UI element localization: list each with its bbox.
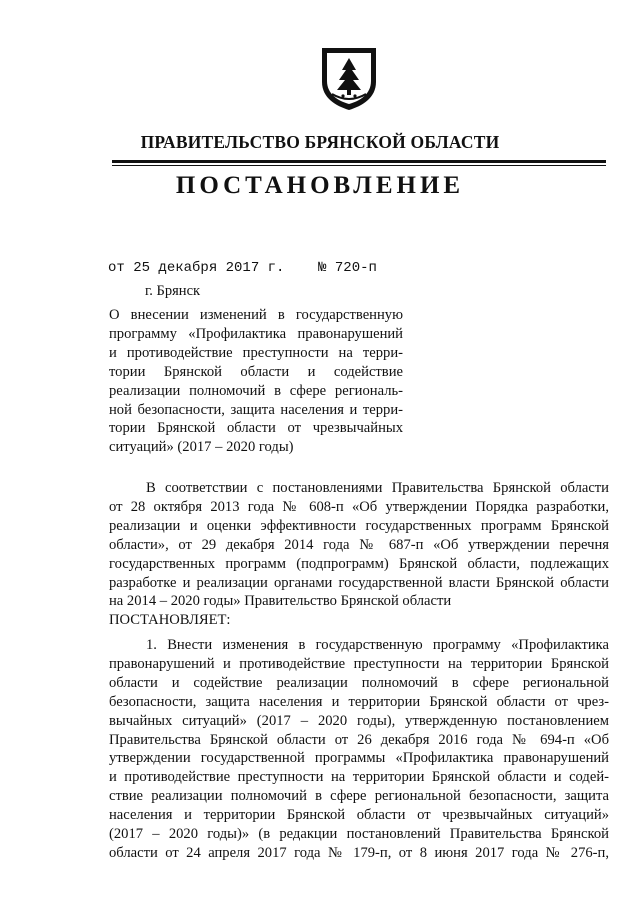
subject-line: реализации полномочий в сфере региональ- (109, 382, 403, 399)
preamble-line: реализации и оценки эффективности государственных программ Брянской (109, 517, 609, 534)
preamble-line: на 2014 – 2020 годы» Правительство Брянской области (109, 593, 452, 610)
subject-line: О внесении изменений в государственную (109, 307, 403, 323)
date-prefix: от (108, 260, 125, 276)
subject-line: программу «Профилактика правонарушений (109, 325, 403, 342)
item-1-line: правонарушений и противодействие преступности на территории Брянской (109, 655, 609, 672)
organization-title: ПРАВИТЕЛЬСТВО БРЯНСКОЙ ОБЛАСТИ (140, 132, 500, 152)
coat-of-arms-icon (318, 44, 380, 112)
preamble-line: от 28 октября 2013 года № 608-п «Об утверждении Порядка разработки, (109, 498, 609, 515)
date-number-line (108, 260, 377, 276)
item-1-line: вычайных ситуаций» (2017 – 2020 годы), утвержденную постановлением (109, 712, 609, 729)
item-1-line: и противодействие преступности на территории Брянской области и содей- (109, 769, 609, 786)
item-1-line: 1. Внести изменения в государственную программу «Профилактика (146, 637, 609, 653)
number-prefix: № (318, 260, 327, 276)
item-1-line: населения и территории Брянской области от чрезвычайных ситуаций» (109, 807, 609, 824)
item-1-paragraph (109, 636, 609, 863)
item-1-line: (2017 – 2020 годы)» (в редакции постановлений Правительства Брянской (109, 826, 609, 843)
city-line: г. Брянск (145, 283, 201, 299)
item-1-line: области от 24 апреля 2017 года № 179-п, от 8 июня 2017 года № 276-п, (109, 844, 609, 861)
item-1-line: безопасности, защита населения и территории Брянской области от чрез- (109, 693, 609, 710)
header-rule-thick (112, 160, 606, 163)
header-rule-thin (112, 165, 606, 166)
item-1-line: Правительства Брянской области от 26 декабря 2016 года № 694-п «Об (109, 731, 609, 748)
preamble-line: области», от 29 декабря 2014 года № 687-п «Об утверждении перечня (109, 536, 609, 553)
subject-line: тории Брянской области от чрезвычайных (109, 420, 403, 437)
preamble-paragraph (109, 479, 609, 630)
item-1-line: ствие реализации полномочий в сфере региональной безопасности, защита (109, 788, 609, 805)
preamble-line: разработке и реализации органами государственной власти Брянской области (109, 574, 609, 591)
resolves-line: ПОСТАНОВЛЯЕТ: (109, 612, 231, 629)
subject-block (109, 306, 403, 457)
subject-line: тории Брянской области и содействие (109, 363, 403, 380)
document-type-title: ПОСТАНОВЛЕНИЕ (175, 172, 465, 199)
item-1-line: области и содействие реализации полномочий в сфере региональной (109, 674, 609, 691)
document-date: 25 декабря 2017 г. (133, 260, 285, 276)
subject-line: и противодействие преступности на терри- (109, 344, 403, 361)
preamble-line: государственных программ (подпрограмм) Брянской области, подлежащих (109, 555, 609, 572)
document-number: 720-п (334, 260, 377, 276)
item-1-line: утверждении государственной программы «Профилактика правонарушений (109, 750, 609, 767)
subject-line: ситуаций» (2017 – 2020 годы) (109, 439, 294, 456)
subject-line: ной безопасности, защита населения и терри- (109, 401, 403, 418)
preamble-line: В соответствии с постановлениями Правительства Брянской области (146, 480, 609, 496)
